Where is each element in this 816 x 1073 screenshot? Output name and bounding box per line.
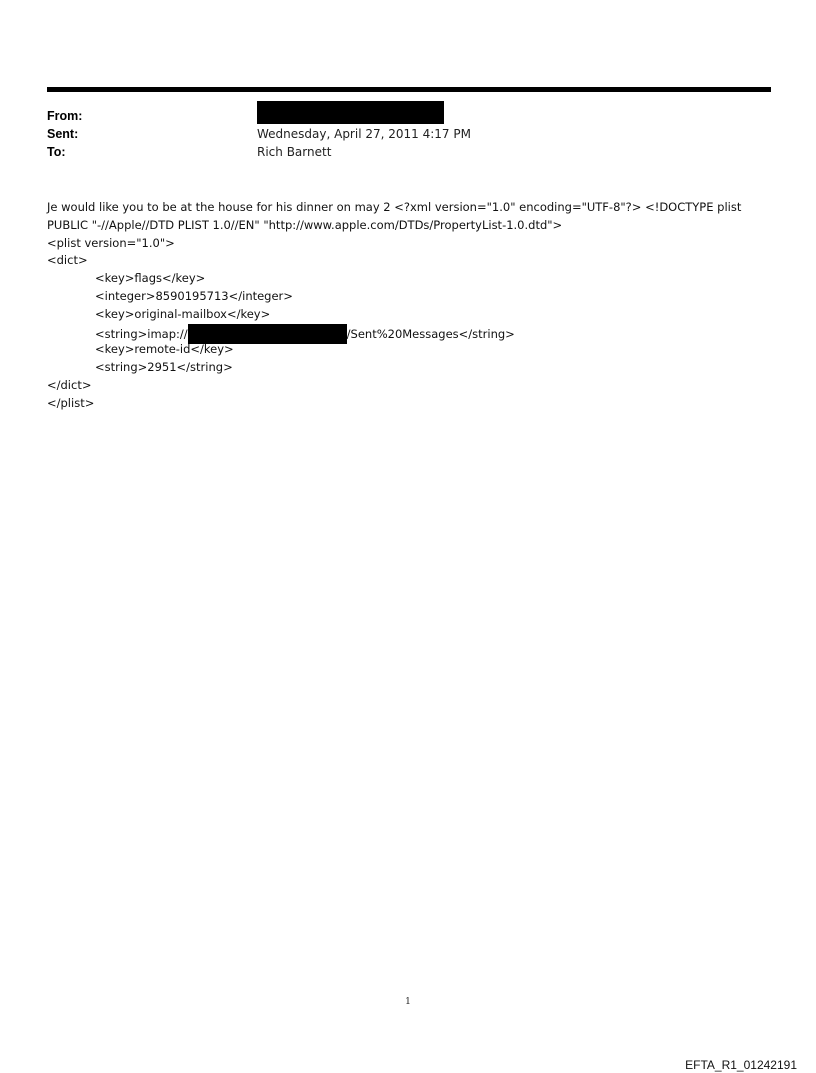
body-line: <integer>8590195713</integer>: [95, 288, 293, 303]
body-line: <key>flags</key>: [95, 271, 206, 286]
imap-prefix: <string>imap://: [95, 326, 188, 341]
header-divider: [47, 87, 771, 92]
imap-suffix: /Sent%20Messages</string>: [346, 326, 515, 341]
email-body: [47, 199, 777, 413]
body-line: </dict>: [47, 377, 92, 392]
to-label: To:: [47, 145, 66, 159]
sent-label: Sent:: [47, 127, 79, 141]
body-line-imap: [47, 324, 777, 342]
body-line: <string>2951</string>: [95, 360, 233, 375]
page-number: 1: [405, 997, 411, 1007]
body-line: </plist>: [47, 395, 95, 410]
body-line: PUBLIC "-//Apple//DTD PLIST 1.0//EN" "http://www.apple.com/DTDs/PropertyList-1.0.dtd">: [47, 217, 563, 232]
body-line: Je would like you to be at the house for his dinner on may 2 <?xml version="1.0" encoding="UTF-8"?> <!DOCTYPE plist: [47, 200, 742, 214]
sent-value: Wednesday, April 27, 2011 4:17 PM: [257, 127, 471, 141]
body-line: <plist version="1.0">: [47, 235, 175, 250]
to-value: Rich Barnett: [257, 145, 332, 159]
body-line: <key>original-mailbox</key>: [95, 306, 271, 321]
body-line: <key>remote-id</key>: [95, 342, 234, 357]
body-line: <dict>: [47, 253, 88, 268]
from-label: From:: [47, 109, 83, 123]
bates-number: EFTA_R1_01242191: [685, 1058, 797, 1072]
redacted-sender: [257, 101, 444, 124]
